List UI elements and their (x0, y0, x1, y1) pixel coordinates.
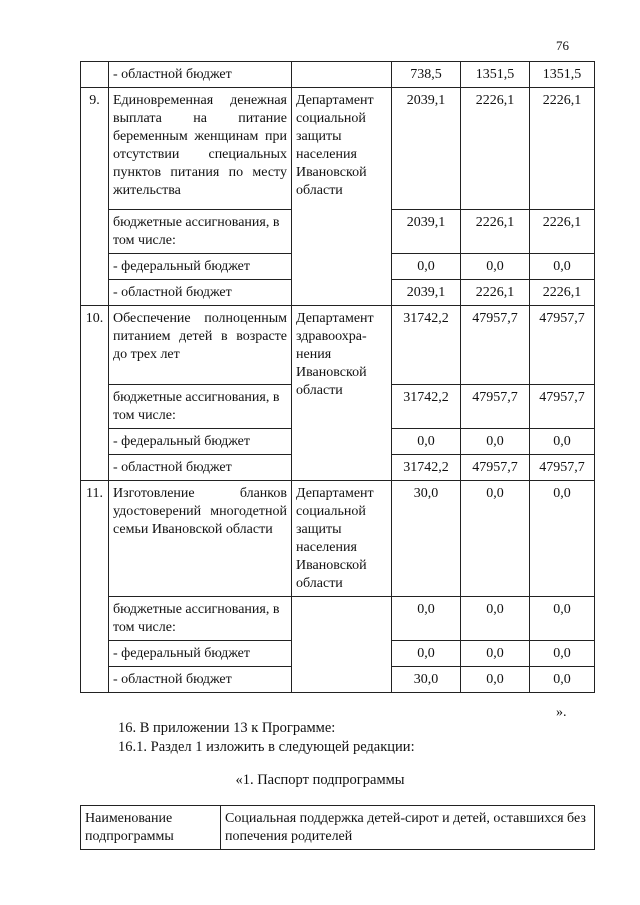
table-row (81, 597, 595, 641)
sub-label: - областной бюджет (109, 455, 292, 481)
sub-value-1: 30,0 (392, 667, 461, 693)
sub-value-3: 47957,7 (530, 455, 595, 481)
sub-value-1: 31742,2 (392, 455, 461, 481)
sub-value-2: 47957,7 (461, 385, 530, 429)
sub-value-2: 0,0 (461, 641, 530, 667)
sub-value-3: 2226,1 (530, 280, 595, 306)
item-value-3: 2226,1 (530, 88, 595, 210)
table-row (81, 481, 595, 597)
sub-value-3: 2226,1 (530, 210, 595, 254)
item-value-3: 0,0 (530, 481, 595, 597)
sub-label: - федеральный бюджет (109, 254, 292, 280)
sub-value-2: 2226,1 (461, 210, 530, 254)
item-department: Департамент социальной защиты населения Ивановской области (292, 88, 392, 306)
item-number: 10. (81, 306, 109, 481)
closing-quote: ». (556, 705, 567, 720)
sub-value-1: 0,0 (392, 597, 461, 641)
sub-value-1: 0,0 (392, 429, 461, 455)
sub-label: - областной бюджет (109, 667, 292, 693)
row-department (292, 62, 392, 88)
sub-value-1: 31742,2 (392, 385, 461, 429)
item-title: Обеспечение полноценным питанием детей в возрасте до трех лет (109, 306, 292, 385)
passport-table (80, 805, 595, 850)
sub-value-1: 2039,1 (392, 280, 461, 306)
table-row (81, 306, 595, 385)
sub-value-2: 2226,1 (461, 280, 530, 306)
program-table (80, 61, 595, 693)
sub-value-2: 47957,7 (461, 455, 530, 481)
item-value-1: 2039,1 (392, 88, 461, 210)
sub-label: бюджетные ассигнования, в том числе: (109, 385, 292, 429)
row-value-2: 1351,5 (461, 62, 530, 88)
sub-value-2: 0,0 (461, 429, 530, 455)
item-title: Единовременная денежная выплата на питание беременным женщинам при отсутствии специальных пунктов питания по месту жительства (109, 88, 292, 210)
page-number: 76 (556, 38, 569, 53)
sub-value-2: 0,0 (461, 667, 530, 693)
row-value-1: 738,5 (392, 62, 461, 88)
item-value-3: 47957,7 (530, 306, 595, 385)
table-row (81, 88, 595, 210)
item-department: Департамент социальной защиты населения Ивановской области (292, 481, 392, 597)
item-title: Изготовление бланков удостоверений многодетной семьи Ивановской области (109, 481, 292, 597)
row-value-3: 1351,5 (530, 62, 595, 88)
sub-value-3: 0,0 (530, 667, 595, 693)
passport-value: Социальная поддержка детей-сирот и детей, оставшихся без попечения родителей (221, 806, 595, 850)
item-value-1: 31742,2 (392, 306, 461, 385)
row-description: - областной бюджет (109, 62, 292, 88)
section-title: «1. Паспорт подпрограммы (235, 772, 405, 788)
paragraph-16-1: 16.1. Раздел 1 изложить в следующей редакции: (118, 739, 415, 755)
item-number: 9. (81, 88, 109, 306)
sub-label: бюджетные ассигнования, в том числе: (109, 210, 292, 254)
sub-label: - федеральный бюджет (109, 641, 292, 667)
sub-label: - областной бюджет (109, 280, 292, 306)
table-row (81, 806, 595, 850)
item-department-empty (292, 597, 392, 693)
sub-label: бюджетные ассигнования, в том числе: (109, 597, 292, 641)
table-row (81, 62, 595, 88)
item-department: Департамент здравоохра-нения Ивановской области (292, 306, 392, 481)
sub-label: - федеральный бюджет (109, 429, 292, 455)
sub-value-1: 2039,1 (392, 210, 461, 254)
item-value-1: 30,0 (392, 481, 461, 597)
sub-value-1: 0,0 (392, 254, 461, 280)
sub-value-2: 0,0 (461, 597, 530, 641)
sub-value-3: 0,0 (530, 597, 595, 641)
sub-value-3: 0,0 (530, 429, 595, 455)
item-value-2: 2226,1 (461, 88, 530, 210)
sub-value-3: 47957,7 (530, 385, 595, 429)
sub-value-3: 0,0 (530, 641, 595, 667)
item-number: 11. (81, 481, 109, 693)
paragraph-16: 16. В приложении 13 к Программе: (118, 720, 336, 736)
row-number (81, 62, 109, 88)
item-value-2: 47957,7 (461, 306, 530, 385)
sub-value-1: 0,0 (392, 641, 461, 667)
sub-value-3: 0,0 (530, 254, 595, 280)
passport-label: Наименование подпрограммы (81, 806, 221, 850)
sub-value-2: 0,0 (461, 254, 530, 280)
item-value-2: 0,0 (461, 481, 530, 597)
